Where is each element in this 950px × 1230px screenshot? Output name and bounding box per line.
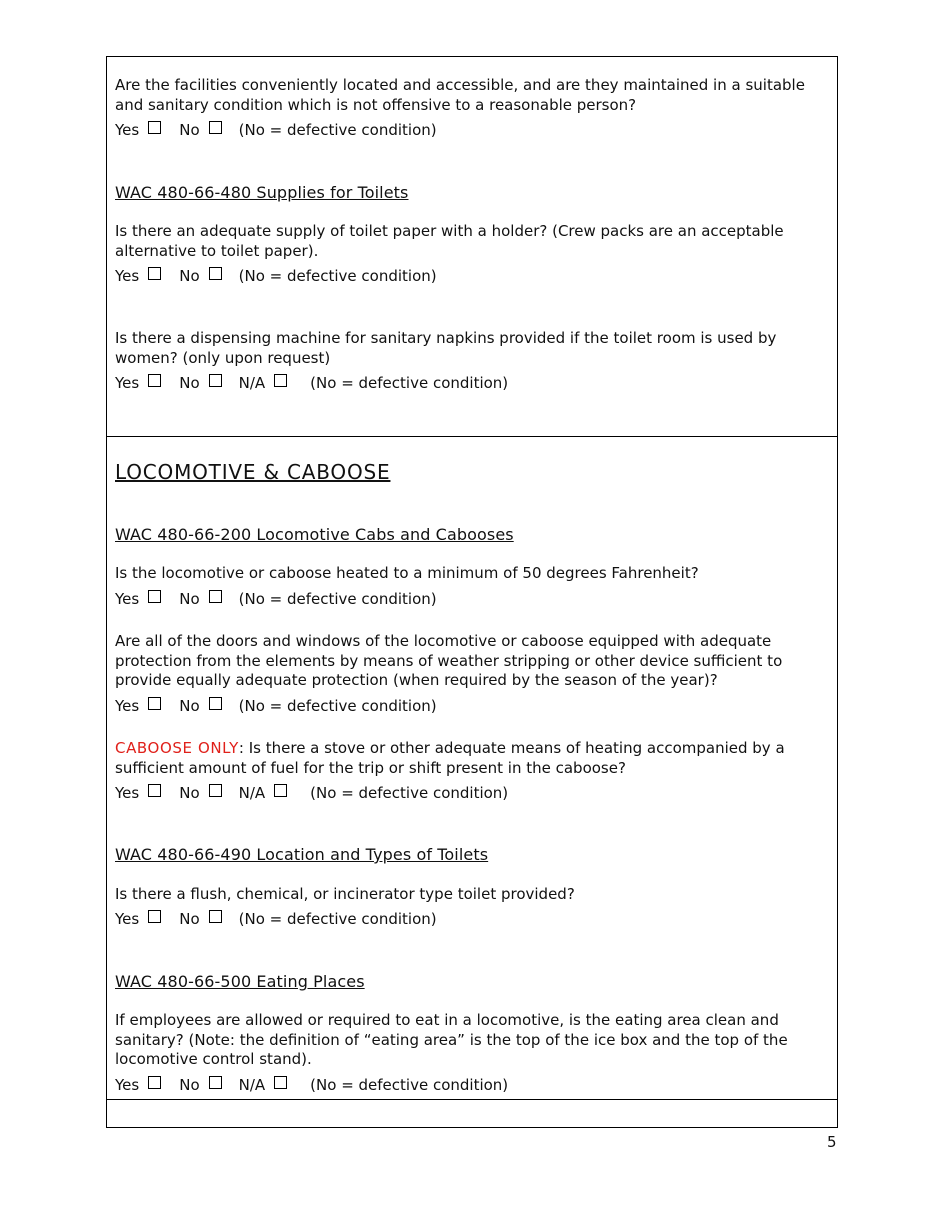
no-label: No [179,590,200,608]
no-checkbox[interactable] [209,590,222,603]
yes-label: Yes [115,374,140,392]
question-facilities: Are the facilities conveniently located and accessible, and are they maintained in a suitable and sanitary condition which is not offensive to a reasonable person? [115,76,805,114]
na-checkbox[interactable] [274,784,287,797]
no-label: No [179,910,200,928]
yes-label: Yes [115,910,140,928]
no-label: No [179,121,200,139]
no-checkbox[interactable] [209,267,222,280]
yes-checkbox[interactable] [148,784,161,797]
question-doors-windows: Are all of the doors and windows of the locomotive or caboose equipped with adequate protection from the elements by means of weather stripping or other device sufficient to provide equally adequate protection (when required by the season of the year)? [115,632,783,689]
na-label: N/A [238,784,266,802]
no-checkbox[interactable] [209,121,222,134]
heading-eating-places: WAC 480-66-500 Eating Places [115,972,365,991]
answer-row-facilities [115,120,437,140]
no-checkbox[interactable] [209,910,222,923]
no-checkbox[interactable] [209,697,222,710]
answer-row-toilet-type [115,909,437,929]
defect-note: (No = defective condition) [238,590,437,608]
caboose-stove-text: : Is there a stove or other adequate means of heating accompanied by a sufficient amount of fuel for the trip or shift present in the caboose? [115,739,785,777]
question-caboose-stove [115,739,829,778]
question-sanitary-napkins: Is there a dispensing machine for sanitary napkins provided if the toilet room is used by women? (only upon request) [115,329,777,367]
yes-checkbox[interactable] [148,697,161,710]
na-label: N/A [238,374,266,392]
heading-supplies-for-toilets: WAC 480-66-480 Supplies for Toilets [115,183,409,202]
answer-row-sanitary-napkins [115,373,508,393]
yes-label: Yes [115,267,140,285]
defect-note: (No = defective condition) [310,784,509,802]
yes-checkbox[interactable] [148,267,161,280]
question-eating-area: If employees are allowed or required to eat in a locomotive, is the eating area clean and sanitary? (Note: the definition of “eating area” is the top of the ice box and the top of the locomotive control stand). [115,1011,788,1068]
yes-label: Yes [115,1076,140,1094]
no-checkbox[interactable] [209,374,222,387]
yes-checkbox[interactable] [148,121,161,134]
yes-label: Yes [115,784,140,802]
no-checkbox[interactable] [209,1076,222,1089]
section-divider [107,436,837,437]
inspection-form-frame [106,56,838,1128]
yes-label: Yes [115,121,140,139]
question-toilet-paper: Is there an adequate supply of toilet paper with a holder? (Crew packs are an acceptable alternative to toilet paper). [115,222,784,260]
yes-label: Yes [115,697,140,715]
no-label: No [179,267,200,285]
answer-row-doors-windows [115,696,437,716]
caboose-only-label: CABOOSE ONLY [115,739,239,757]
yes-checkbox[interactable] [148,910,161,923]
na-checkbox[interactable] [274,374,287,387]
no-label: No [179,697,200,715]
heading-location-types-toilets: WAC 480-66-490 Location and Types of Toilets [115,845,489,864]
answer-row-toilet-paper [115,266,437,286]
na-checkbox[interactable] [274,1076,287,1089]
answer-row-eating-area [115,1075,508,1095]
question-heated: Is the locomotive or caboose heated to a minimum of 50 degrees Fahrenheit? [115,564,699,582]
no-checkbox[interactable] [209,784,222,797]
section-title-locomotive-caboose: LOCOMOTIVE & CABOOSE [115,460,391,484]
answer-row-heated [115,589,437,609]
no-label: No [179,784,200,802]
yes-label: Yes [115,590,140,608]
defect-note: (No = defective condition) [238,267,437,285]
no-label: No [179,374,200,392]
yes-checkbox[interactable] [148,1076,161,1089]
na-label: N/A [238,1076,266,1094]
question-toilet-type: Is there a flush, chemical, or incinerator type toilet provided? [115,885,575,903]
yes-checkbox[interactable] [148,590,161,603]
defect-note: (No = defective condition) [310,1076,509,1094]
defect-note: (No = defective condition) [238,121,437,139]
table-bottom-divider [107,1099,837,1100]
defect-note: (No = defective condition) [238,910,437,928]
answer-row-caboose-stove [115,783,508,803]
defect-note: (No = defective condition) [238,697,437,715]
no-label: No [179,1076,200,1094]
defect-note: (No = defective condition) [310,374,509,392]
yes-checkbox[interactable] [148,374,161,387]
heading-locomotive-cabs: WAC 480-66-200 Locomotive Cabs and Cabooses [115,525,514,544]
page-number: 5 [827,1133,837,1151]
